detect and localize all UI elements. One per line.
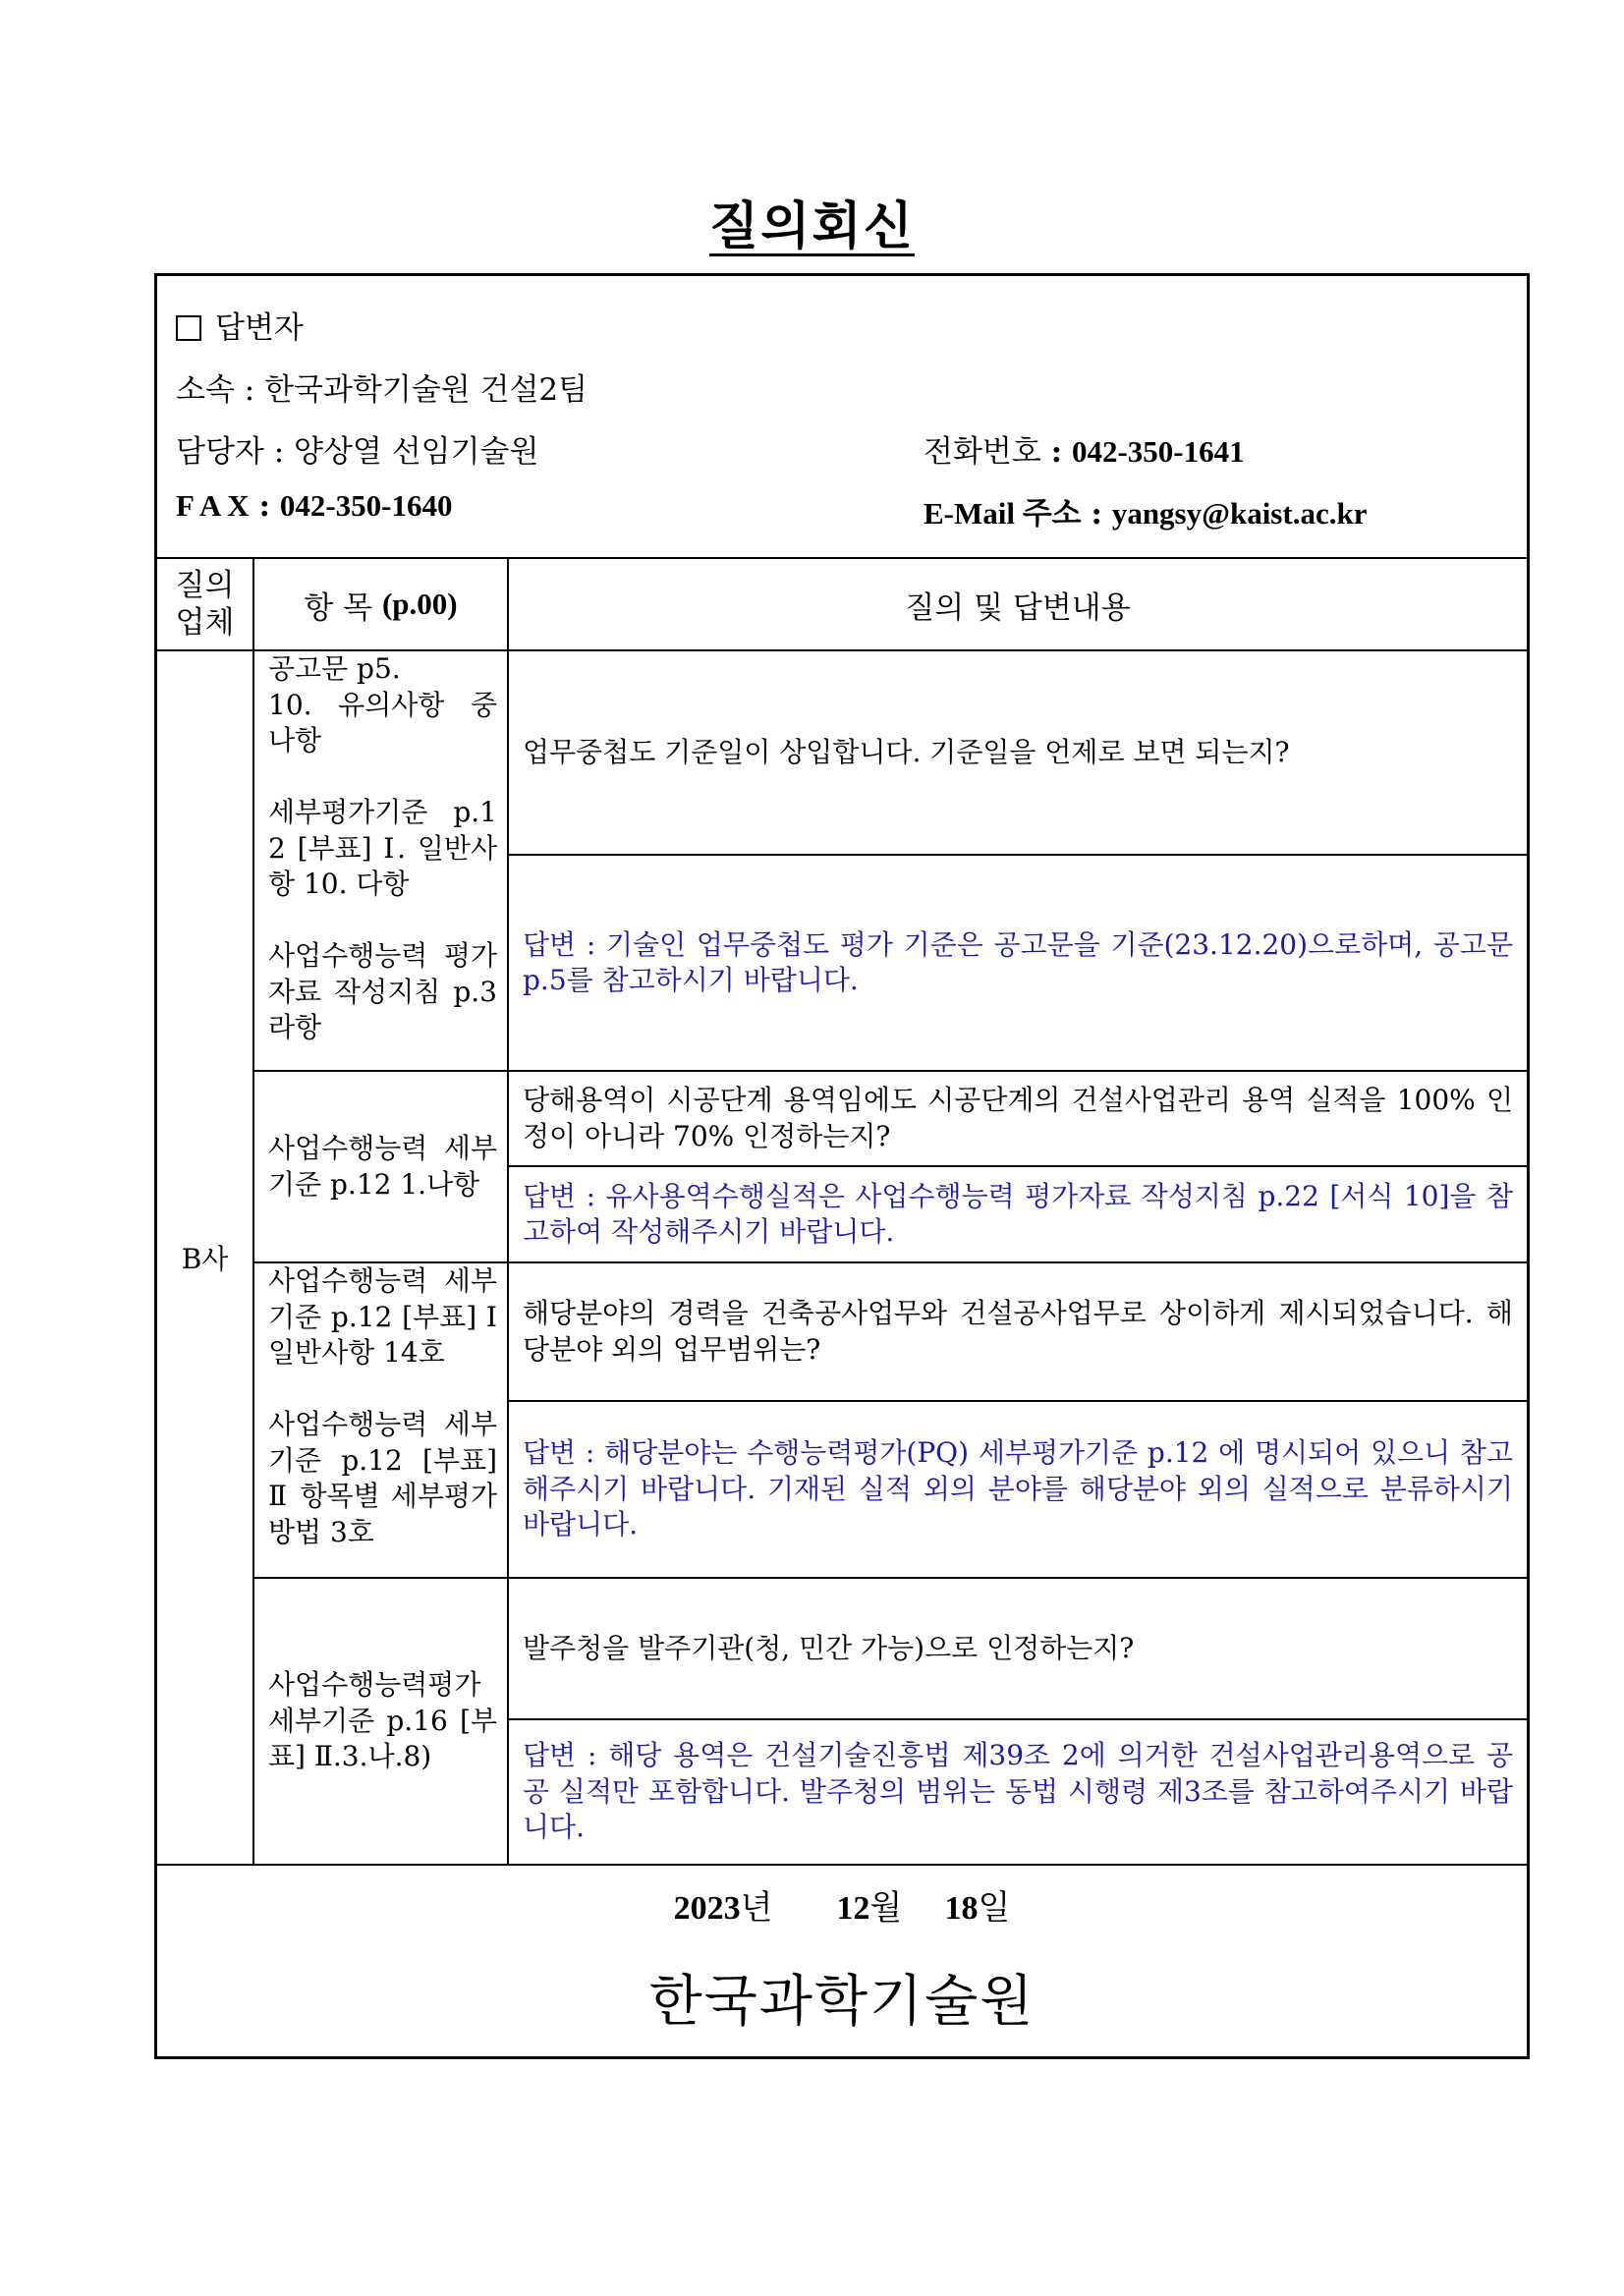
fax-value: 042-350-1640 (279, 488, 453, 523)
phone-value: 042-350-1641 (1071, 434, 1245, 469)
question-cell: 발주청을 발주기관(청, 민간 가능)으로 인정하는지? (523, 1631, 1135, 1664)
item-cell: 공고문 p5. 10. 유의사항 중 나항 세부평가기준 p.12 [부표] Ⅰ. 일반사항 10. 다항 사업수행능력 평가자료 작성지침 p.3 라항 (268, 652, 497, 1043)
email-value: yangsy@kaist.ac.kr (1111, 496, 1368, 531)
respondent-info (157, 276, 1527, 559)
item-cell: 사업수행능력 세부기준 p.12 [부표] Ⅰ 일반사항 14호 사업수행능력 세부기준 p.12 [부표] Ⅱ 항목별 세부평가방법 3호 (268, 1264, 497, 1548)
answer-cell: 답변 : 해당분야는 수행능력평가(PQ) 세부평가기준 p.12 에 명시되어 있으니 참고해주시기 바랍니다. 기재된 실적 외의 분야를 해당분야 외의 실적으로 분류하시기 바랍니다. (523, 1436, 1513, 1541)
column-header-item: 항 목 (p.00) (304, 587, 458, 626)
respondent-heading: 답변자 (176, 303, 304, 347)
affiliation-value: 한국과학기술원 건설2팀 (264, 372, 588, 408)
email-line: E-Mail 주소 : yangsy@kaist.ac.kr (924, 496, 1368, 532)
item-cell: 사업수행능력평가 세부기준 p.16 [부표] Ⅱ.3.나.8) (268, 1668, 497, 1773)
answer-cell: 답변 : 기술인 업무중첩도 평가 기준은 공고문을 기준(23.12.20)으로하며, 공고문 p.5를 참고하시기 바랍니다. (523, 927, 1513, 996)
company-name: B사 (181, 1243, 229, 1275)
question-cell: 업무중첩도 기준일이 상입합니다. 기준일을 언제로 보면 되는지? (523, 735, 1290, 768)
item-cell: 사업수행능력 세부기준 p.12 1.나항 (268, 1132, 497, 1201)
table-bottom-divider (157, 1864, 1527, 1866)
affiliation-line: 소속 : 한국과학기술원 건설2팀 (176, 372, 588, 408)
document-title: 질의회신 (709, 197, 915, 256)
question-cell: 해당분야의 경력을 건축공사업무와 건설공사업무로 상이하게 제시되었습니다. 해당분야 외의 업무범위는? (523, 1297, 1513, 1366)
response-date: 2023년 12월 18일 (673, 1888, 1011, 1928)
fax-line: F A X : 042-350-1640 (176, 488, 453, 524)
answer-cell: 답변 : 유사용역수행실적은 사업수행능력 평가자료 작성지침 p.22 [서식 10]을 참고하여 작성해주시기 바랍니다. (523, 1179, 1513, 1248)
checkbox-icon (176, 315, 201, 341)
manager-value: 양상열 선임기술원 (294, 434, 539, 470)
phone-line: 전화번호 : 042-350-1641 (924, 434, 1245, 470)
response-form (154, 273, 1530, 2059)
organization-name: 한국과학기술원 (648, 1970, 1036, 2034)
column-header-company: 질의 업체 (175, 568, 235, 641)
manager-line: 담당자 : 양상열 선임기술원 (176, 434, 539, 470)
column-header-content: 질의 및 답변내용 (905, 589, 1131, 626)
question-cell: 당해용역이 시공단계 용역임에도 시공단계의 건설사업관리 용역 실적을 100% 인정이 아니라 70% 인정하는지? (523, 1084, 1513, 1152)
answer-cell: 답변 : 해당 용역은 건설기술진흥법 제39조 2에 의거한 건설사업관리용역으로 공공 실적만 포함합니다. 발주청의 범위는 동법 시행령 제3조를 참고하여주시기 바랍니다. (523, 1739, 1513, 1844)
